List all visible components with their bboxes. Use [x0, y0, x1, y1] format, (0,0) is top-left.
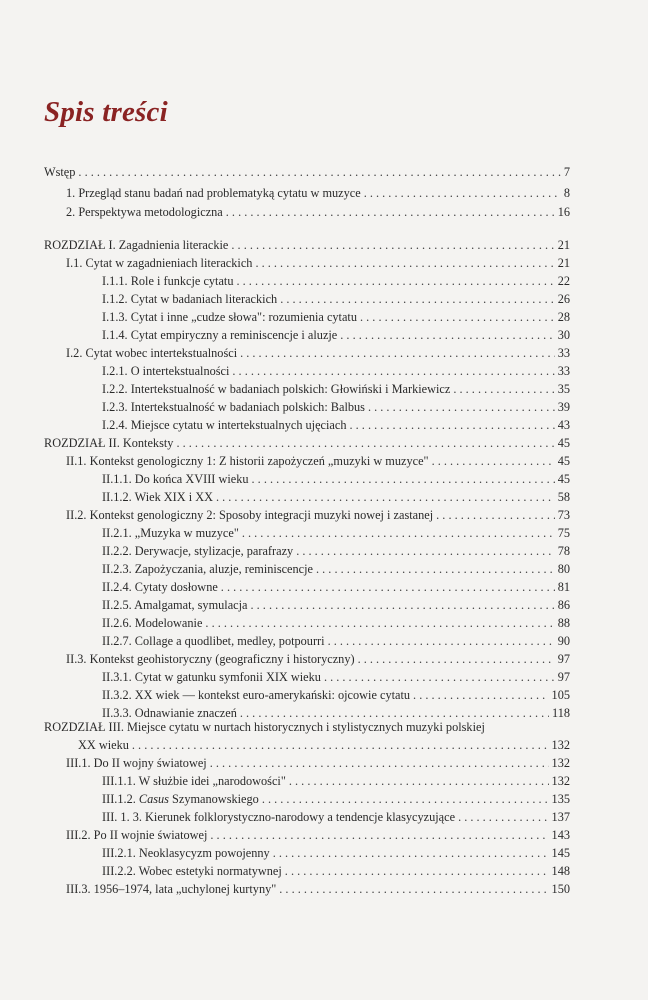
page-title: Spis treści	[44, 96, 168, 128]
toc-page-number: 8	[563, 186, 570, 200]
dot-leader	[210, 826, 548, 844]
toc-entry[interactable]	[102, 808, 570, 826]
toc-entry-number: I.1.3.	[102, 310, 128, 324]
toc-entry-number: III.2.2.	[102, 864, 136, 878]
toc-page-number: 35	[557, 382, 570, 396]
toc-entry[interactable]	[44, 434, 570, 452]
dot-leader	[216, 488, 555, 506]
toc-entry[interactable]	[102, 686, 570, 704]
toc-entry-title: Modelowanie	[134, 616, 203, 630]
toc-entry-number: 2.	[66, 205, 76, 219]
toc-page-number: 88	[557, 616, 570, 630]
toc-page-number: 45	[557, 436, 570, 450]
toc-entry-number: II.1.2.	[102, 490, 132, 504]
toc-entry[interactable]	[66, 452, 570, 470]
dot-leader	[231, 236, 554, 254]
toc-page-number: 148	[551, 864, 570, 878]
dot-leader	[205, 614, 554, 632]
toc-entry[interactable]	[44, 236, 570, 254]
toc-entry-title: ROZDZIAŁ III. Miejsce cytatu w nurtach historycznych i stylistycznych muzyki polskiej	[44, 720, 485, 734]
toc-entry-title: Amalgamat, symulacja	[134, 598, 248, 612]
toc-entry-number: II.2.	[66, 508, 87, 522]
toc-entry-number: III.1.2.	[102, 792, 136, 806]
toc-entry-number: I.2.4.	[102, 418, 128, 432]
toc-entry-title: Do końca XVIII wieku	[134, 472, 249, 486]
toc-entry[interactable]	[44, 718, 485, 736]
dot-leader	[251, 596, 555, 614]
toc-entry-number: II.2.1.	[102, 526, 132, 540]
toc-page-number: 21	[557, 238, 570, 252]
toc-page-number: 90	[557, 634, 570, 648]
toc-page-number: 30	[557, 328, 570, 342]
toc-entry-number: II.1.	[66, 454, 87, 468]
toc-page-number: 43	[557, 418, 570, 432]
toc-page-number: 22	[557, 274, 570, 288]
toc-page-number: 97	[557, 652, 570, 666]
dot-leader	[285, 862, 549, 880]
toc-entry-title: Cytat i inne „cudze słowa": rozumienia cytatu	[130, 310, 357, 324]
toc-entry-title: Perspektywa metodologiczna	[78, 205, 223, 219]
toc-entry[interactable]	[102, 844, 570, 862]
toc-entry-title: Cytat w badaniach literackich	[130, 292, 278, 306]
toc-entry-title: Collage a quodlibet, medley, potpourri	[134, 634, 325, 648]
dot-leader	[262, 790, 549, 808]
toc-entry-number: II.3.2.	[102, 688, 132, 702]
dot-leader	[255, 254, 554, 272]
toc-entry-title: Do II wojny światowej	[93, 756, 207, 770]
toc-page-number: 143	[551, 828, 570, 842]
toc-page-number: 39	[557, 400, 570, 414]
toc-page-number: 137	[551, 810, 570, 824]
toc-entry[interactable]	[102, 362, 570, 380]
toc-entry-title: Cytat empiryczny a reminiscencje i aluzje	[130, 328, 338, 342]
toc-entry-number: I.2.3.	[102, 400, 128, 414]
toc-page-number: 145	[551, 846, 570, 860]
toc-page-number: 21	[557, 256, 570, 270]
toc-entry-title: Po II wojnie światowej	[93, 828, 208, 842]
dot-leader	[368, 398, 555, 416]
toc-page-number: 75	[557, 526, 570, 540]
dot-leader	[453, 380, 554, 398]
dot-leader	[242, 524, 555, 542]
toc-entry-title: O intertekstualności	[130, 364, 230, 378]
toc-entry-title: „Muzyka w muzyce"	[134, 526, 239, 540]
dot-leader	[132, 736, 549, 754]
toc-entry[interactable]	[102, 326, 570, 344]
dot-leader	[226, 203, 555, 221]
toc-entry-title: 1956–1974, lata „uchylonej kurtyny"	[93, 882, 277, 896]
toc-entry-number: II.2.7.	[102, 634, 132, 648]
toc-entry-number: I.2.1.	[102, 364, 128, 378]
toc-page-number: 118	[552, 706, 570, 720]
toc-entry-number: II.3.1.	[102, 670, 132, 684]
toc-entry-title: Szymanowskiego	[172, 792, 259, 806]
toc-entry[interactable]	[102, 398, 570, 416]
toc-entry-italic: Casus	[138, 792, 169, 806]
toc-entry-number: II.3.3.	[102, 706, 132, 720]
toc-page-number: 45	[557, 472, 570, 486]
toc-entry-title: XX wiek — kontekst euro-amerykański: ojcowie cytatu	[134, 688, 411, 702]
dot-leader	[280, 290, 555, 308]
toc-entry-title: Miejsce cytatu w intertekstualnych ujęciach	[130, 418, 347, 432]
toc-entry[interactable]	[102, 542, 570, 560]
toc-entry-title: Cytat w gatunku symfonii XIX wieku	[134, 670, 321, 684]
toc-entry-number: I.2.2.	[102, 382, 128, 396]
toc-entry[interactable]	[78, 736, 570, 754]
toc-entry[interactable]	[102, 380, 570, 398]
toc-entry-number: III.1.1.	[102, 774, 136, 788]
toc-entry[interactable]	[102, 790, 570, 808]
toc-entry-title: Wobec estetyki normatywnej	[138, 864, 282, 878]
toc-page-number: 78	[557, 544, 570, 558]
toc-entry-title: XX wieku	[78, 738, 129, 752]
toc-entry-number: I.1.2.	[102, 292, 128, 306]
dot-leader	[458, 808, 548, 826]
toc-entry-title: Neoklasycyzm powojenny	[138, 846, 270, 860]
toc-entry[interactable]	[102, 772, 570, 790]
toc-entry-number: 1.	[66, 186, 76, 200]
toc-entry-number: III.2.	[66, 828, 91, 842]
toc-entry[interactable]	[66, 203, 570, 221]
toc-entry-number: II.2.3.	[102, 562, 132, 576]
toc-entry-number: II.2.5.	[102, 598, 132, 612]
toc-entry-number: II.2.4.	[102, 580, 132, 594]
toc-entry-title: Role i funkcje cytatu	[130, 274, 234, 288]
toc-entry[interactable]	[102, 614, 570, 632]
toc-entry-title: ROZDZIAŁ I. Zagadnienia literackie	[44, 238, 229, 252]
toc-entry-title: Zapożyczania, aluzje, reminiscencje	[134, 562, 313, 576]
toc-entry[interactable]	[102, 470, 570, 488]
dot-leader	[432, 452, 555, 470]
dot-leader	[328, 632, 555, 650]
toc-page-number: 26	[557, 292, 570, 306]
dot-leader	[413, 686, 549, 704]
toc-entry-title: Cytat wobec intertekstualności	[85, 346, 238, 360]
dot-leader	[350, 416, 555, 434]
toc-page-number: 105	[551, 688, 570, 702]
toc-entry-number: I.2.	[66, 346, 83, 360]
toc-entry-title: ROZDZIAŁ II. Konteksty	[44, 436, 174, 450]
toc-entry[interactable]	[66, 506, 570, 524]
toc-page-number: 135	[551, 792, 570, 806]
toc-entry-title: Odnawianie znaczeń	[134, 706, 237, 720]
toc-page-number: 97	[557, 670, 570, 684]
toc-page-number: 33	[557, 346, 570, 360]
toc-entry-title: Kontekst geohistoryczny (geograficzny i historyczny)	[89, 652, 355, 666]
toc-page-number: 73	[557, 508, 570, 522]
toc-entry-number: II.2.6.	[102, 616, 132, 630]
toc-entry-title: Derywacje, stylizacje, parafrazy	[134, 544, 294, 558]
toc-entry[interactable]	[102, 862, 570, 880]
toc-entry[interactable]	[102, 632, 570, 650]
dot-leader	[340, 326, 554, 344]
toc-entry-number: I.1.1.	[102, 274, 128, 288]
toc-entry[interactable]	[102, 290, 570, 308]
toc-entry-number: III.1.	[66, 756, 91, 770]
toc-entry-title: Kontekst genologiczny 1: Z historii zapożyczeń „muzyki w muzyce"	[89, 454, 429, 468]
dot-leader	[252, 470, 555, 488]
dot-leader	[360, 308, 555, 326]
dot-leader	[176, 434, 554, 452]
toc-entry[interactable]	[66, 344, 570, 362]
toc-entry[interactable]	[66, 754, 570, 772]
dot-leader	[436, 506, 555, 524]
toc-entry[interactable]	[66, 826, 570, 844]
toc-entry-title: Kierunek folklorystyczno-narodowy a tendencje klasycyzujące	[145, 810, 456, 824]
dot-leader	[221, 578, 555, 596]
toc-page-number: 45	[557, 454, 570, 468]
toc-entry-title: Przegląd stanu badań nad problematyką cytatu w muzyce	[78, 186, 361, 200]
toc-entry[interactable]	[102, 560, 570, 578]
toc-entry[interactable]	[66, 880, 570, 898]
toc-entry-title: Intertekstualność w badaniach polskich: Głowiński i Markiewicz	[130, 382, 451, 396]
toc-page-number: 132	[551, 738, 570, 752]
toc-entry[interactable]	[102, 488, 570, 506]
dot-leader	[273, 844, 549, 862]
dot-leader	[358, 650, 555, 668]
dot-leader	[279, 880, 548, 898]
toc-entry-title: Intertekstualność w badaniach polskich: Balbus	[130, 400, 365, 414]
toc-entry[interactable]	[102, 272, 570, 290]
toc-entry[interactable]	[102, 416, 570, 434]
dot-leader	[210, 754, 549, 772]
toc-entry-title: Cytaty dosłowne	[134, 580, 218, 594]
toc-entry[interactable]	[102, 596, 570, 614]
toc-entry[interactable]	[102, 578, 570, 596]
toc-entry-number: I.1.4.	[102, 328, 128, 342]
dot-leader	[78, 163, 560, 181]
toc-page-number: 80	[557, 562, 570, 576]
toc-entry[interactable]	[66, 184, 570, 202]
toc-entry-number: III.2.1.	[102, 846, 136, 860]
dot-leader	[237, 272, 555, 290]
dot-leader	[364, 184, 561, 202]
toc-entry-title: Wiek XIX i XX	[134, 490, 213, 504]
toc-page-number: 132	[551, 774, 570, 788]
toc-page-number: 7	[563, 165, 570, 179]
dot-leader	[232, 362, 554, 380]
toc-entry-title: Kontekst genologiczny 2: Sposoby integracji muzyki nowej i zastanej	[89, 508, 434, 522]
toc-entry-number: III.3.	[66, 882, 91, 896]
dot-leader	[324, 668, 555, 686]
toc-entry-number: I.1.	[66, 256, 83, 270]
toc-page-number: 86	[557, 598, 570, 612]
toc-entry-number: II.2.2.	[102, 544, 132, 558]
toc-entry[interactable]	[102, 524, 570, 542]
dot-leader	[296, 542, 555, 560]
toc-entry[interactable]	[66, 650, 570, 668]
toc-entry-number: III. 1. 3.	[102, 810, 142, 824]
toc-page-number: 150	[551, 882, 570, 896]
toc-page-number: 132	[551, 756, 570, 770]
toc-entry-number: II.1.1.	[102, 472, 132, 486]
toc-page-number: 33	[557, 364, 570, 378]
toc-entry[interactable]	[66, 254, 570, 272]
toc-entry[interactable]	[44, 163, 570, 181]
toc-entry[interactable]	[102, 308, 570, 326]
dot-leader	[316, 560, 555, 578]
toc-page-number: 58	[557, 490, 570, 504]
toc-entry[interactable]	[102, 668, 570, 686]
toc-entry-title: W służbie idei „narodowości"	[138, 774, 286, 788]
dot-leader	[240, 344, 555, 362]
toc-page-number: 28	[557, 310, 570, 324]
dot-leader	[289, 772, 549, 790]
toc-page-number: 81	[557, 580, 570, 594]
toc-entry-title: Wstęp	[44, 165, 76, 179]
toc-page-number: 16	[557, 205, 570, 219]
toc-entry-number: II.3.	[66, 652, 87, 666]
toc-entry-title: Cytat w zagadnieniach literackich	[85, 256, 253, 270]
